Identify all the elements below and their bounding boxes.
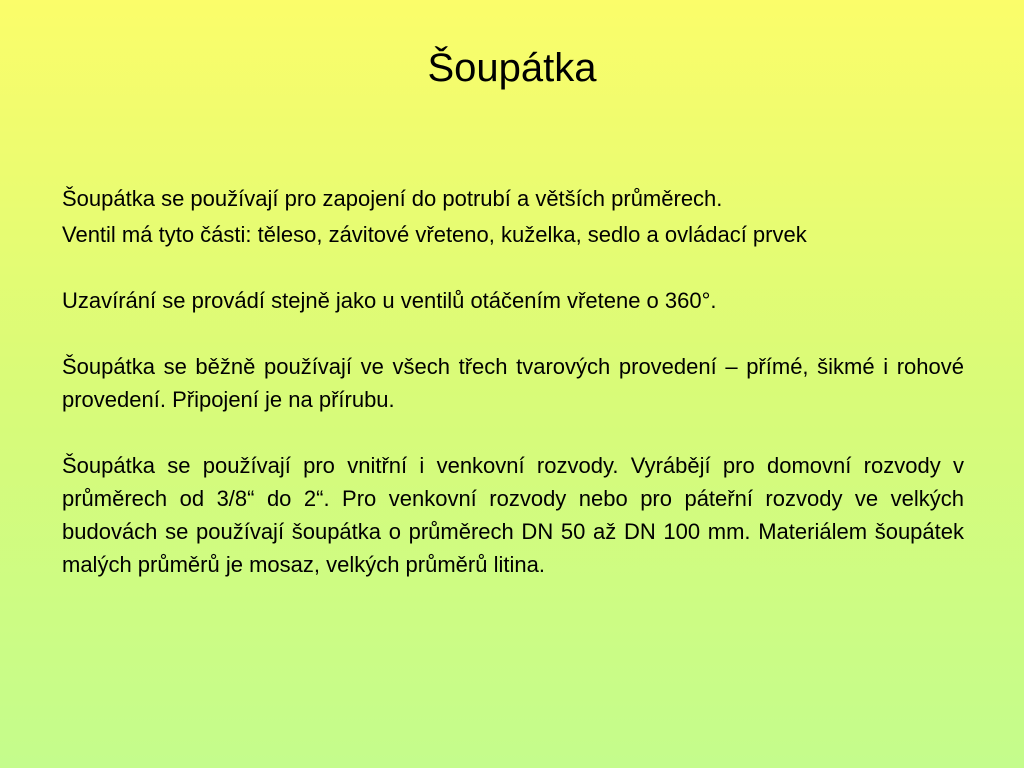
paragraph-parts: Ventil má tyto části: těleso, závitové vřeteno, kuželka, sedlo a ovládací prvek — [62, 222, 807, 247]
paragraph-usage: Šoupátka se používají pro zapojení do potrubí a větších průměrech. — [62, 186, 723, 211]
paragraph-applications: Šoupátka se používají pro vnitřní i venkovní rozvody. Vyrábějí pro domovní rozvody v průměrech od 3/8“ do 2“. Pro venkovní rozvody nebo pro páteřní rozvody ve velkých budovách se používají šoupátka o průměrech DN 50 až DN 100 mm. Materiálem šoupátek malých průměrů je mosaz, velkých průměrů litina. — [62, 453, 964, 577]
paragraph-shapes: Šoupátka se běžně používají ve všech třech tvarových provedení – přímé, šikmé i rohové provedení. Připojení je na přírubu. — [62, 354, 964, 412]
slide-title: Šoupátka — [427, 46, 597, 90]
slide-body — [62, 182, 964, 581]
paragraph-closing: Uzavírání se provádí stejně jako u ventilů otáčením vřetene o 360°. — [62, 288, 717, 313]
